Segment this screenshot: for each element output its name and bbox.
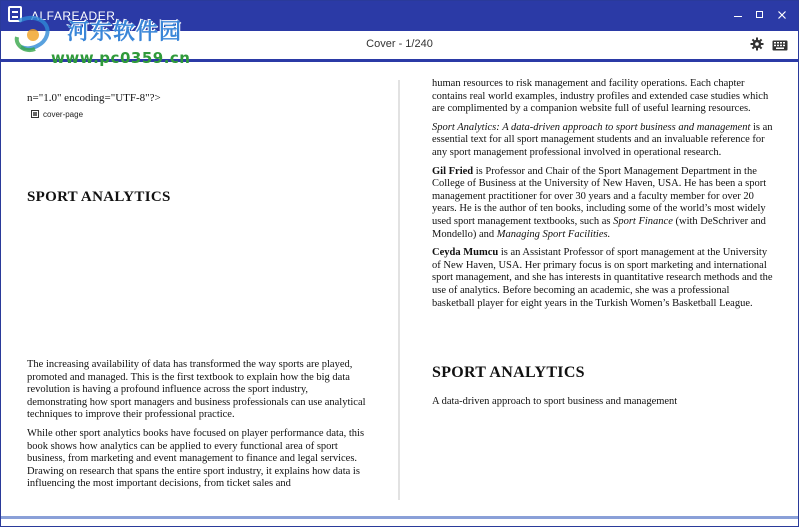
author-name: Gil Fried (432, 165, 474, 177)
author-bio-text: is Professor and Chair of the Sport Management Department in the College of Business at the University of New Haven, USA. He has been a sport management practitioner for over 30 years and a faculty member for over 20 years. He is the author of ten books, including some of the world’s most widely used sport management textbooks, such as (432, 165, 767, 227)
maximize-icon (756, 11, 763, 18)
keyboard-button[interactable] (772, 38, 788, 49)
watermark-title: 河东软件园 (67, 20, 183, 45)
author-bio (432, 166, 774, 242)
keyboard-icon (772, 40, 788, 51)
gear-icon (750, 37, 764, 51)
left-page[interactable] (27, 62, 369, 502)
title-page-subtitle: A data-driven approach to sport business and management (432, 396, 678, 408)
paragraph: human resources to risk management and facility operations. Each chapter contains real world examples, industry profiles and extended case studies which are complimented by a companion website full of useful learning resources. (432, 78, 769, 115)
book-title-italic: Sport Analytics: A data-driven approach to sport business and management (432, 121, 751, 133)
maximize-button[interactable] (750, 7, 770, 23)
book-title-italic: Sport Finance (613, 215, 673, 227)
minimize-icon (734, 16, 742, 17)
app-title: ALFAREADER (31, 9, 116, 23)
paragraph-text: is an essential text for all sport management students and an invaluable reference for any sport management professional involved in operational research. (432, 121, 773, 158)
bottom-bar (1, 516, 798, 526)
author-bio-text: is an Assistant Professor of sport management at the University of New Haven, USA. Her primary focus is on sport marketing and international sport management, and she has interests in quantitative research methods and the use of analytics. Before becoming an academic, she was a professional basketball player for eight years in the Turkish Women’s Basketball League. (432, 247, 773, 309)
author-bio-text: (with DeSchriver and Mondello) and (432, 215, 766, 240)
left-page-text (27, 359, 369, 497)
title-bar[interactable] (1, 1, 798, 31)
close-button[interactable] (772, 7, 792, 23)
title-page-heading: SPORT ANALYTICS (432, 364, 585, 382)
paragraph (432, 122, 774, 160)
close-icon (772, 7, 792, 23)
paragraph: While other sport analytics books have focused on player performance data, this book shows how analytics can be applied to every functional area of sport business, from marketing and event management to finance and legal services. Drawing on research that spans the entire sport industry, it explains how data is influencing the most important decisions, from ticket sales and (27, 427, 365, 490)
page-divider (398, 80, 400, 500)
broken-image-alt-text: cover-page (43, 110, 84, 119)
xml-declaration-text: n="1.0" encoding="UTF-8"?> (27, 92, 161, 104)
cover-heading: SPORT ANALYTICS (27, 189, 171, 205)
app-icon (8, 6, 22, 22)
page-indicator[interactable]: Cover - 1/240 (366, 38, 433, 50)
paragraph: The increasing availability of data has transformed the way sports are played, promoted and managed. This is the first textbook to explain how the big data revolution is having a profound influence across the sport industry, demonstrating how sport managers and business professionals can use analytical techniques to improve their professional practice. (27, 359, 366, 421)
book-title-italic: Managing Sport Facilities. (496, 228, 611, 240)
broken-image (31, 109, 83, 119)
author-bio (432, 247, 774, 310)
reader-toolbar (1, 31, 798, 62)
reading-area[interactable] (1, 62, 798, 516)
broken-image-icon (31, 110, 39, 118)
watermark-url: www.pc0359.cn (51, 49, 191, 67)
settings-button[interactable] (750, 37, 764, 51)
right-page[interactable] (432, 78, 774, 407)
author-name: Ceyda Mumcu (432, 247, 499, 259)
minimize-button[interactable] (728, 7, 748, 23)
